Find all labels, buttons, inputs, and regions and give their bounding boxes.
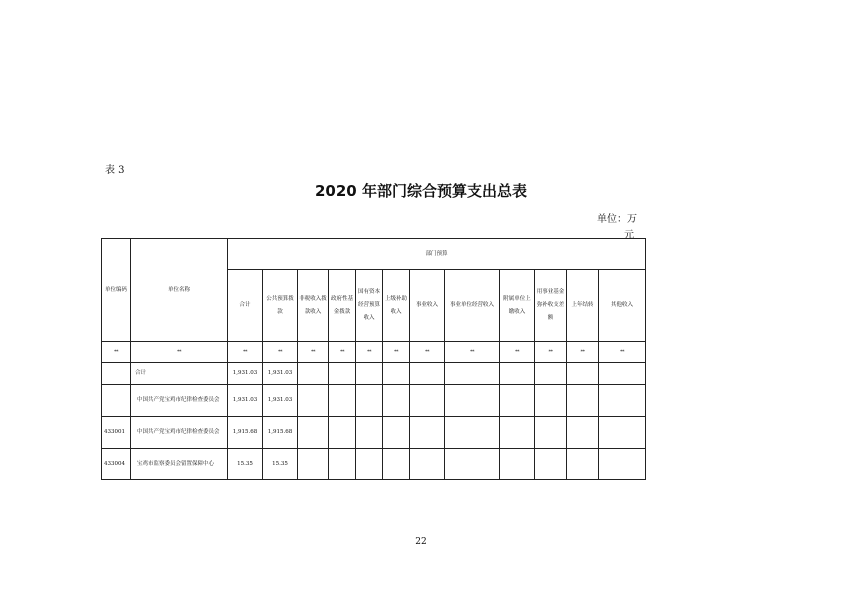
subheader-subordinate: 附属单位上缴收入 bbox=[500, 270, 535, 342]
cell-value bbox=[567, 385, 599, 417]
cell-value bbox=[567, 417, 599, 449]
cell-value bbox=[535, 385, 567, 417]
cell-name: 合计 bbox=[131, 363, 228, 385]
cell-value bbox=[567, 449, 599, 480]
cell-value bbox=[356, 417, 383, 449]
cell-value bbox=[445, 385, 500, 417]
cell-value bbox=[500, 449, 535, 480]
cell-value bbox=[383, 385, 410, 417]
subheader-public-budget: 公共预算拨款 bbox=[263, 270, 298, 342]
cell-value bbox=[298, 417, 329, 449]
cell-code bbox=[102, 385, 131, 417]
cell-value bbox=[445, 449, 500, 480]
marker-cell: ** bbox=[131, 342, 228, 363]
marker-cell: ** bbox=[535, 342, 567, 363]
page-title: 2020 年部门综合预算支出总表 bbox=[315, 182, 527, 200]
cell-value bbox=[500, 363, 535, 385]
unit-label: 单位：万 bbox=[597, 214, 637, 225]
cell-name: 中国共产党宝鸡市纪律检查委员会 bbox=[131, 385, 228, 417]
cell-value: 1,931.03 bbox=[228, 363, 263, 385]
marker-cell: ** bbox=[356, 342, 383, 363]
subheader-business-fund: 用事业基金弥补收支差额 bbox=[535, 270, 567, 342]
cell-value: 1,931.03 bbox=[228, 385, 263, 417]
table-row bbox=[102, 417, 646, 449]
cell-value bbox=[329, 449, 356, 480]
table-row bbox=[102, 449, 646, 480]
marker-cell: ** bbox=[383, 342, 410, 363]
table-number: 表 3 bbox=[105, 165, 125, 176]
marker-cell: ** bbox=[298, 342, 329, 363]
marker-cell: ** bbox=[263, 342, 298, 363]
header-unit-code: 单位编码 bbox=[102, 239, 131, 342]
cell-value bbox=[383, 417, 410, 449]
cell-value: 15.35 bbox=[263, 449, 298, 480]
subheader-state-capital: 国有资本经营预算收入 bbox=[356, 270, 383, 342]
cell-value: 1,931.03 bbox=[263, 385, 298, 417]
cell-name: 中国共产党宝鸡市纪律检查委员会 bbox=[131, 417, 228, 449]
cell-value: 1,915.68 bbox=[228, 417, 263, 449]
cell-value bbox=[599, 417, 646, 449]
subheader-total: 合计 bbox=[228, 270, 263, 342]
cell-code: 433004 bbox=[102, 449, 131, 480]
cell-value bbox=[329, 363, 356, 385]
budget-expenditure-table bbox=[101, 238, 646, 480]
cell-value bbox=[298, 385, 329, 417]
marker-cell: ** bbox=[410, 342, 445, 363]
unit-label-continued: 元 bbox=[624, 230, 634, 241]
cell-value bbox=[383, 449, 410, 480]
marker-cell: ** bbox=[599, 342, 646, 363]
cell-value: 15.35 bbox=[228, 449, 263, 480]
cell-value bbox=[535, 449, 567, 480]
marker-cell: ** bbox=[500, 342, 535, 363]
cell-name: 宝鸡市监察委员会留置保障中心 bbox=[131, 449, 228, 480]
table-row bbox=[102, 385, 646, 417]
subheader-business-income: 事业收入 bbox=[410, 270, 445, 342]
table-row bbox=[102, 363, 646, 385]
cell-value bbox=[410, 417, 445, 449]
header-department-budget: 部门预算 bbox=[228, 239, 646, 270]
header-unit-name: 单位名称 bbox=[131, 239, 228, 342]
subheader-nontax: 非税收入拨款收入 bbox=[298, 270, 329, 342]
cell-value bbox=[567, 363, 599, 385]
cell-value bbox=[383, 363, 410, 385]
cell-code bbox=[102, 363, 131, 385]
subheader-superior-subsidy: 上级补助收入 bbox=[383, 270, 410, 342]
marker-row bbox=[102, 342, 646, 363]
subheader-gov-fund: 政府性基金拨款 bbox=[329, 270, 356, 342]
cell-value bbox=[599, 449, 646, 480]
marker-cell: ** bbox=[445, 342, 500, 363]
subheader-carryover: 上年结转 bbox=[567, 270, 599, 342]
cell-value bbox=[329, 417, 356, 449]
cell-value bbox=[410, 385, 445, 417]
cell-value bbox=[500, 385, 535, 417]
cell-code: 433001 bbox=[102, 417, 131, 449]
cell-value bbox=[329, 385, 356, 417]
cell-value bbox=[599, 363, 646, 385]
cell-value bbox=[535, 417, 567, 449]
subheader-other: 其他收入 bbox=[599, 270, 646, 342]
cell-value bbox=[356, 363, 383, 385]
cell-value bbox=[410, 449, 445, 480]
cell-value bbox=[356, 449, 383, 480]
cell-value bbox=[599, 385, 646, 417]
marker-cell: ** bbox=[102, 342, 131, 363]
cell-value bbox=[298, 363, 329, 385]
cell-value bbox=[535, 363, 567, 385]
marker-cell: ** bbox=[329, 342, 356, 363]
cell-value bbox=[500, 417, 535, 449]
cell-value bbox=[298, 449, 329, 480]
cell-value bbox=[410, 363, 445, 385]
cell-value: 1,915.68 bbox=[263, 417, 298, 449]
cell-value bbox=[356, 385, 383, 417]
subheader-business-operating: 事业单位经营收入 bbox=[445, 270, 500, 342]
marker-cell: ** bbox=[228, 342, 263, 363]
page-number: 22 bbox=[415, 537, 427, 547]
cell-value bbox=[445, 363, 500, 385]
cell-value: 1,931.03 bbox=[263, 363, 298, 385]
marker-cell: ** bbox=[567, 342, 599, 363]
cell-value bbox=[445, 417, 500, 449]
